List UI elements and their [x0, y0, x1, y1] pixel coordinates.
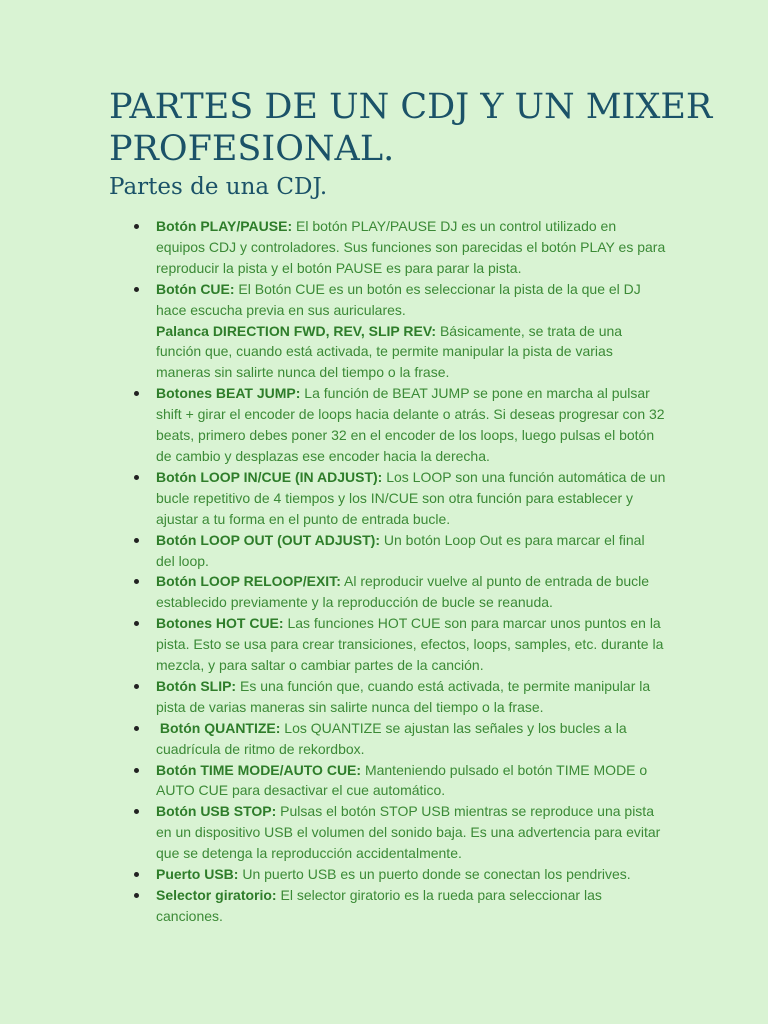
bullet-icon — [134, 872, 139, 877]
bullet-icon — [134, 621, 139, 626]
item-label: Botón USB STOP: — [156, 803, 277, 820]
list-item — [156, 760, 666, 802]
list-item — [156, 718, 666, 760]
bullet-icon — [134, 538, 139, 543]
item-text: Un puerto USB es un puerto donde se conectan los pendrives. — [238, 866, 631, 883]
item-label: Botones BEAT JUMP: — [156, 385, 301, 402]
section-subtitle: Partes de una CDJ. — [109, 174, 328, 200]
bullet-icon — [134, 579, 139, 584]
item-text: El botón PLAY/PAUSE DJ es un control utilizado en equipos CDJ y controladores. Sus funciones son parecidas el botón PLAY es para reproducir la pista y el botón PAUSE es para parar la pista. — [156, 218, 666, 276]
item-text: Los QUANTIZE se ajustan las señales y los bucles a la cuadrícula de ritmo de rekordbox. — [156, 719, 627, 757]
list-item — [156, 885, 666, 927]
item-label: Botón LOOP RELOOP/EXIT: — [156, 573, 341, 590]
list-item — [156, 571, 666, 613]
bullet-icon — [134, 287, 139, 292]
list-item — [156, 216, 666, 279]
list-item — [156, 530, 666, 572]
item-label: Botón LOOP OUT (OUT ADJUST): — [156, 531, 380, 548]
item-text: El selector giratorio es la rueda para seleccionar las canciones. — [156, 887, 602, 924]
list-item — [156, 613, 666, 676]
list-item — [156, 279, 666, 384]
item-label: Selector giratorio: — [156, 887, 277, 903]
item-text: La función de BEAT JUMP se pone en marcha al pulsar shift + girar el encoder de loops hacia delante o atrás. Si deseas progresar con 32 beats, primero debes poner 32 en el encoder de los loops, luego pulsas el botón de cambio y desplazas ese encoder hacia la derecha. — [156, 385, 665, 464]
item-text: Las funciones HOT CUE son para marcar unos puntos en la pista. Esto se usa para crear transiciones, efectos, loops, samples, etc. durante la mezcla, y para saltar o cambiar partes de la canción. — [156, 615, 664, 674]
item-label: Botón LOOP IN/CUE (IN ADJUST): — [156, 468, 383, 485]
item-label: Botones HOT CUE: — [156, 615, 284, 632]
bullet-icon — [134, 224, 139, 229]
bullet-icon — [134, 768, 139, 773]
bullet-icon — [134, 684, 139, 689]
list-item — [156, 383, 666, 467]
bullet-icon — [134, 391, 139, 396]
page-title: PARTES DE UN CDJ Y UN MIXER PROFESIONAL. — [109, 87, 713, 169]
item-text: Los LOOP son una función automática de un bucle repetitivo de 4 tiempos y los IN/CUE son otra función para establecer y ajustar a tu forma en el punto de entrada bucle. — [156, 468, 666, 527]
sub-paragraph — [156, 321, 666, 384]
bullet-icon — [134, 726, 139, 731]
item-label: Botón SLIP: — [156, 677, 237, 694]
item-label: Botón TIME MODE/AUTO CUE: — [156, 761, 362, 778]
bullet-icon — [134, 475, 139, 480]
item-label: Botón CUE: — [156, 280, 235, 297]
item-text: El Botón CUE es un botón es seleccionar la pista de la que el DJ hace escucha previa en sus auriculares. — [156, 280, 641, 318]
item-label: Botón PLAY/PAUSE: — [156, 218, 293, 234]
bullet-icon — [134, 893, 139, 898]
sub-item-text: Básicamente, se trata de una función que, cuando está activada, te permite manipular la pista de varias maneras sin salirte nunca del tiempo o la frase. — [156, 322, 623, 381]
item-text: Pulsas el botón STOP USB mientras se reproduce una pista en un dispositivo USB el volumen del sonido baja. Es una advertencia para evitar que se detenga la reproducción accidentalmente. — [156, 803, 661, 862]
bullet-icon — [134, 809, 139, 814]
list-item — [156, 676, 666, 718]
item-label: Puerto USB: — [156, 866, 239, 883]
list-item — [156, 467, 666, 530]
item-label: Botón QUANTIZE: — [156, 719, 281, 736]
item-text: Un botón Loop Out es para marcar el final del loop. — [156, 531, 645, 569]
item-text: Es una función que, cuando está activada, te permite manipular la pista de varias maneras sin salirte nunca del tiempo o la frase. — [156, 677, 651, 715]
item-text: Manteniendo pulsado el botón TIME MODE o AUTO CUE para desactivar el cue automático. — [156, 761, 648, 799]
list-item — [156, 864, 666, 885]
list-item — [156, 801, 666, 864]
parts-list — [156, 216, 666, 927]
sub-item-label: Palanca DIRECTION FWD, REV, SLIP REV: — [156, 322, 437, 339]
item-text: Al reproducir vuelve al punto de entrada de bucle establecido previamente y la reproducción de bucle se reanuda. — [156, 573, 650, 611]
